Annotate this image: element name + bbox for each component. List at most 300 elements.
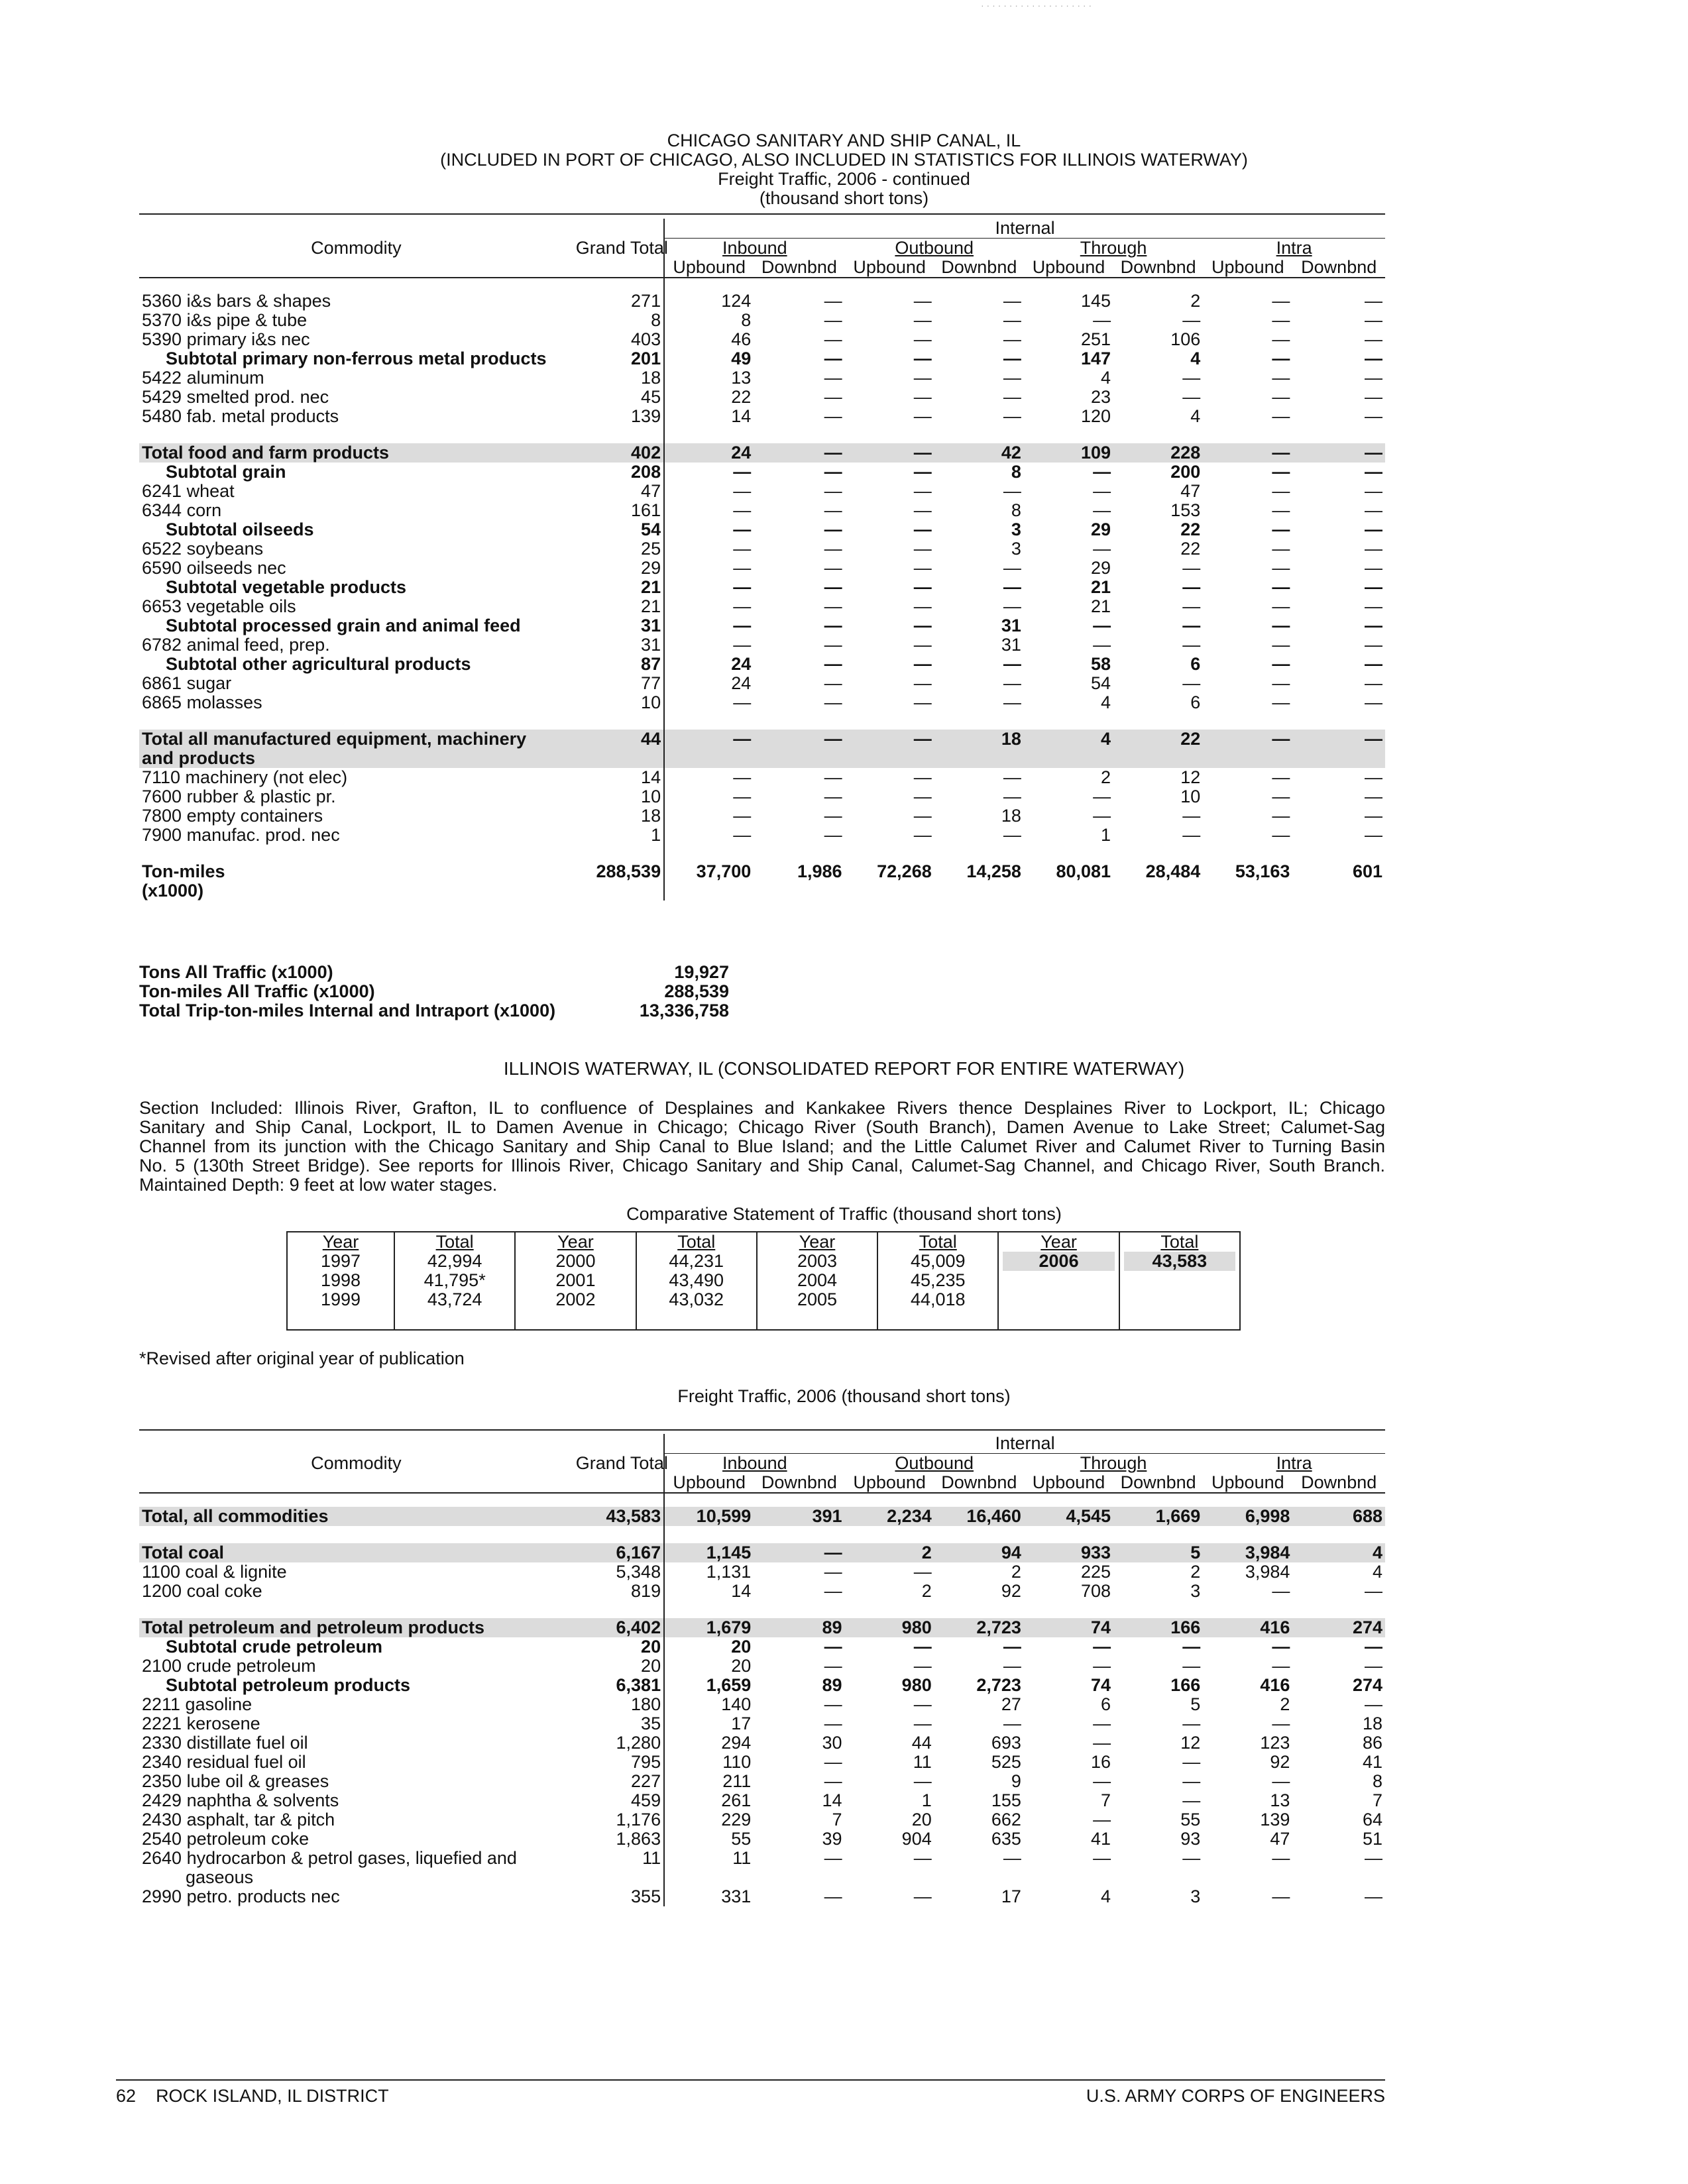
commodity-name: 6590 oilseeds nec [142, 558, 286, 578]
value-cell: — [824, 806, 842, 826]
commodity-name: gaseous [186, 1867, 254, 1887]
value-cell: — [1093, 1637, 1111, 1657]
value-cell: 7 [1372, 1790, 1382, 1810]
value-cell: — [1272, 1714, 1290, 1733]
grand-total-cell: 288,539 [573, 862, 664, 881]
table-row [139, 1810, 1385, 1829]
value-cell: — [1292, 730, 1385, 749]
value-cell: 20 [731, 1656, 752, 1676]
value-cell: 331 [721, 1886, 752, 1906]
footer-agency: U.S. ARMY CORPS OF ENGINEERS [1086, 2086, 1385, 2106]
value-cell: 147 [1081, 349, 1111, 368]
value-cell: 2,723 [976, 1675, 1021, 1695]
value-cell: 3 [1011, 539, 1021, 559]
value-cell: 4 [1101, 368, 1111, 388]
value-cell: 20 [911, 1810, 932, 1829]
value-cell: — [913, 1848, 932, 1868]
value-cell: 10 [1180, 787, 1201, 806]
value-cell: — [824, 387, 842, 407]
value-cell: 80,081 [1056, 861, 1111, 881]
value-cell: — [1182, 577, 1201, 597]
commodity-name: 6653 vegetable oils [142, 596, 296, 616]
value-cell: — [1003, 577, 1021, 597]
total-header: Total [1119, 1232, 1240, 1252]
value-cell: — [913, 310, 932, 330]
value-cell: — [1093, 310, 1111, 330]
value-cell: — [1365, 616, 1382, 635]
value-cell: — [733, 519, 752, 539]
value-cell: 64 [1362, 1810, 1382, 1829]
value-cell: — [1272, 558, 1290, 578]
value-cell: — [824, 1637, 842, 1657]
value-cell: — [913, 1694, 932, 1714]
value-cell: 2 [1011, 1562, 1021, 1582]
value-cell [1203, 712, 1292, 730]
table-row [139, 539, 1385, 559]
value-cell: — [1365, 1848, 1382, 1868]
table-row [139, 1791, 1385, 1810]
commodity-name: 6522 soybeans [142, 539, 264, 559]
value-cell: 24 [731, 673, 752, 693]
commodity-name: 5422 aluminum [142, 368, 264, 388]
grand-total-cell [573, 1601, 664, 1618]
value-cell: — [824, 1714, 842, 1733]
value-cell: — [733, 500, 752, 520]
value-cell: — [1272, 616, 1290, 635]
value-cell: — [913, 596, 932, 616]
table-row [139, 655, 1385, 674]
freight-table-2006 [139, 1434, 1385, 1906]
commodity-name [139, 1601, 573, 1618]
value-cell: 24 [664, 443, 754, 463]
comparative-title: Comparative Statement of Traffic (thousand short tons) [626, 1204, 1062, 1224]
value-cell: — [733, 558, 752, 578]
value-cell: 94 [934, 1543, 1024, 1562]
value-cell: 904 [901, 1829, 932, 1849]
year-cell: 2000 2001 2002 [515, 1252, 636, 1330]
value-cell: 3,984 [1203, 1543, 1292, 1562]
value-cell: 39 [822, 1829, 842, 1849]
table-row [139, 1543, 1385, 1562]
value-cell: 11 [732, 1848, 752, 1868]
value-cell [845, 881, 934, 901]
value-cell: 4 [1190, 406, 1201, 426]
value-cell: 166 [1113, 1618, 1203, 1637]
value-cell: — [1272, 692, 1290, 712]
value-cell [1203, 845, 1292, 862]
value-cell: 55 [731, 1829, 752, 1849]
commodity-name: Total food and farm products [139, 443, 573, 463]
section1-title-line: CHICAGO SANITARY AND SHIP CANAL, IL [667, 131, 1021, 150]
value-cell: — [1003, 1637, 1021, 1657]
table-row [139, 1618, 1385, 1637]
value-cell: 1 [1101, 825, 1111, 845]
upbound-header: Upbound [1032, 1472, 1105, 1492]
value-cell: — [1003, 310, 1021, 330]
value-cell: 4 [1101, 1886, 1111, 1906]
value-cell: — [824, 500, 842, 520]
value-cell: — [1003, 673, 1021, 693]
value-cell [934, 1601, 1024, 1618]
value-cell: 229 [721, 1810, 752, 1829]
value-cell: — [824, 349, 842, 368]
table-row [139, 806, 1385, 826]
value-cell: — [1003, 558, 1021, 578]
grand-total-cell: 227 [573, 1772, 664, 1791]
value-cell: 8 [741, 310, 752, 330]
value-cell [1113, 1601, 1203, 1618]
value-cell: — [1182, 310, 1201, 330]
value-cell: 120 [1081, 406, 1111, 426]
value-cell: — [1182, 616, 1201, 635]
value-cell: — [1272, 673, 1290, 693]
value-cell: 4 [1372, 1562, 1382, 1582]
commodity-name: Ton-miles [142, 861, 225, 881]
value-cell: — [824, 673, 842, 693]
table-row [139, 407, 1385, 426]
grand-total-cell: 161 [573, 501, 664, 520]
value-cell: 1,986 [797, 861, 842, 881]
value-cell: — [1182, 1790, 1201, 1810]
value-cell: — [1365, 673, 1382, 693]
section1-title-line: (INCLUDED IN PORT OF CHICAGO, ALSO INCLUDED IN STATISTICS FOR ILLINOIS WATERWAY) [440, 150, 1248, 170]
value-cell: — [1272, 767, 1290, 787]
value-cell: 688 [1292, 1507, 1385, 1526]
commodity-name: 2221 kerosene [142, 1714, 260, 1733]
grand-total-cell: 21 [573, 578, 664, 597]
value-cell: 18 [1001, 806, 1021, 826]
table-row [139, 1887, 1385, 1906]
value-cell: 23 [1091, 387, 1111, 407]
value-cell: 46 [731, 329, 752, 349]
outbound-header: Outbound [895, 1453, 974, 1473]
year-header: Year [757, 1232, 877, 1252]
commodity-name [139, 845, 573, 862]
value-cell [934, 845, 1024, 862]
value-cell [754, 712, 844, 730]
value-cell: — [1182, 368, 1201, 388]
value-cell [1024, 1526, 1113, 1543]
grand-total-cell: 20 [573, 1657, 664, 1676]
grand-total-cell: 1,176 [573, 1810, 664, 1829]
value-cell [1024, 1601, 1113, 1618]
grand-total-cell: 45 [573, 388, 664, 407]
value-cell: — [824, 767, 842, 787]
value-cell: — [1182, 558, 1201, 578]
value-cell: 662 [991, 1810, 1021, 1829]
value-cell: — [1272, 1886, 1290, 1906]
value-cell: — [1003, 1656, 1021, 1676]
downbnd-header: Downbnd [941, 1472, 1017, 1492]
scan-artifact: · · · · · · · · · · · · · · · · · · · · [981, 0, 1092, 11]
value-cell: 1,669 [1113, 1507, 1203, 1526]
description-line: Section Included: Illinois River, Grafton, IL to confluence of Desplaines and Kankakee Rivers thence Desplaines River to Lockport, IL; Chicago [139, 1098, 1385, 1118]
commodity-name: Subtotal primary non-ferrous metal products [166, 349, 547, 368]
value-cell [934, 712, 1024, 730]
value-cell: 933 [1024, 1543, 1113, 1562]
value-cell: 2,234 [845, 1507, 934, 1526]
value-cell: — [1272, 349, 1290, 368]
grand-total-cell: 5,348 [573, 1562, 664, 1582]
value-cell: — [913, 500, 932, 520]
table-top-rule [139, 213, 1385, 215]
value-cell [845, 1868, 934, 1887]
comparative-table [286, 1231, 1241, 1331]
value-cell: — [1272, 654, 1290, 674]
value-cell: — [1182, 825, 1201, 845]
commodity-name: Subtotal oilseeds [166, 519, 314, 539]
value-cell: 8 [1011, 500, 1021, 520]
value-cell: 27 [1001, 1694, 1021, 1714]
commodity-name: and products [139, 749, 573, 768]
commodity-name: 7600 rubber & plastic pr. [142, 787, 336, 806]
table-row [139, 1676, 1385, 1695]
value-cell: — [1365, 635, 1382, 655]
value-cell: 525 [991, 1752, 1021, 1772]
value-cell: 29 [1091, 558, 1111, 578]
value-cell: — [824, 368, 842, 388]
value-cell: — [913, 349, 932, 368]
value-cell: 54 [1091, 673, 1111, 693]
value-cell: 4,545 [1024, 1507, 1113, 1526]
footer-rule [116, 2079, 1385, 2081]
value-cell [845, 845, 934, 862]
commodity-name: 5429 smelted prod. nec [142, 387, 329, 407]
value-cell: — [1272, 539, 1290, 559]
commodity-name: 2540 petroleum coke [142, 1829, 309, 1849]
value-cell: 92 [1001, 1581, 1021, 1601]
grand-total-cell: 1,280 [573, 1733, 664, 1753]
commodity-name: Subtotal other agricultural products [166, 654, 471, 674]
grand-total-cell: 11 [573, 1849, 664, 1868]
value-cell [1024, 712, 1113, 730]
value-cell: — [1003, 767, 1021, 787]
grand-total-cell: 14 [573, 768, 664, 787]
grand-total-cell: 6,167 [573, 1543, 664, 1562]
value-cell: 601 [1352, 861, 1382, 881]
value-cell [1113, 749, 1203, 768]
downbnd-header: Downbnd [1301, 257, 1377, 277]
value-cell: — [824, 825, 842, 845]
value-cell: 391 [754, 1507, 844, 1526]
value-cell: — [733, 806, 752, 826]
grand-total-cell: 31 [573, 616, 664, 635]
commodity-name: Total petroleum and petroleum products [139, 1618, 573, 1637]
year-cell: 1997 1998 1999 [287, 1252, 394, 1330]
value-cell [845, 749, 934, 768]
value-cell: — [824, 1694, 842, 1714]
value-cell [1113, 426, 1203, 443]
value-cell: 51 [1362, 1829, 1382, 1849]
value-cell: — [913, 787, 932, 806]
value-cell: — [824, 406, 842, 426]
value-cell: 228 [1113, 443, 1203, 463]
value-cell: — [733, 481, 752, 501]
value-cell: — [733, 825, 752, 845]
value-cell: 31 [1001, 616, 1021, 635]
value-cell: — [1272, 1637, 1290, 1657]
value-cell: — [913, 1656, 932, 1676]
table-row [139, 787, 1385, 806]
grand-total-cell [573, 426, 664, 443]
value-cell [754, 881, 844, 901]
value-cell: — [824, 1771, 842, 1791]
upbound-header: Upbound [673, 1472, 746, 1492]
value-cell: 166 [1170, 1675, 1201, 1695]
value-cell: 3 [1011, 519, 1021, 539]
value-cell: 261 [721, 1790, 752, 1810]
value-cell: 274 [1292, 1618, 1385, 1637]
value-cell [754, 426, 844, 443]
value-cell: — [824, 481, 842, 501]
value-cell: — [913, 825, 932, 845]
value-cell: — [1093, 616, 1111, 635]
value-cell: 124 [721, 291, 752, 311]
commodity-name: Subtotal grain [166, 462, 286, 482]
table-row [139, 368, 1385, 388]
value-cell: 13 [731, 368, 752, 388]
value-cell: — [1365, 310, 1382, 330]
value-cell: 74 [1091, 1675, 1111, 1695]
table-row [139, 388, 1385, 407]
value-cell [664, 426, 754, 443]
value-cell: 7 [832, 1810, 842, 1829]
value-cell: — [1182, 1752, 1201, 1772]
value-cell: — [1365, 387, 1382, 407]
value-cell: 17 [731, 1714, 752, 1733]
value-cell: — [824, 291, 842, 311]
value-cell [754, 749, 844, 768]
value-cell [1292, 1601, 1385, 1618]
table-row [139, 1582, 1385, 1601]
value-cell: — [1003, 825, 1021, 845]
year-cell: 2006 [998, 1252, 1119, 1330]
grand-total-cell [573, 881, 664, 901]
value-cell: 31 [1001, 635, 1021, 655]
grand-total-cell: 77 [573, 674, 664, 693]
value-cell: — [1182, 596, 1201, 616]
spacer-row [139, 845, 1385, 862]
commodity-name: Subtotal processed grain and animal feed [166, 616, 521, 635]
summary-label: Tons All Traffic (x1000) [139, 962, 333, 982]
value-cell: — [824, 1656, 842, 1676]
grand-total-cell: 355 [573, 1887, 664, 1906]
commodity-name: 7900 manufac. prod. nec [142, 825, 340, 845]
value-cell: 635 [991, 1829, 1021, 1849]
footnote: *Revised after original year of publication [139, 1348, 465, 1368]
grand-total-cell: 54 [573, 520, 664, 539]
value-cell: — [1272, 577, 1290, 597]
value-cell: 14,258 [966, 861, 1021, 881]
through-header: Through [1080, 238, 1147, 258]
value-cell: — [1365, 406, 1382, 426]
value-cell: 12 [1180, 1733, 1201, 1753]
value-cell: — [1365, 577, 1382, 597]
value-cell: 2 [845, 1543, 934, 1562]
value-cell: — [733, 616, 752, 635]
commodity-name: 7800 empty containers [142, 806, 323, 826]
table-row [139, 826, 1385, 845]
value-cell: — [1365, 291, 1382, 311]
value-cell: — [1003, 1714, 1021, 1733]
value-cell: — [1365, 539, 1382, 559]
value-cell: — [1272, 291, 1290, 311]
footer-left [116, 2086, 389, 2106]
commodity-name: 2330 distillate fuel oil [142, 1733, 308, 1753]
value-cell: 7 [1101, 1790, 1111, 1810]
upbound-header: Upbound [853, 1472, 926, 1492]
value-cell: — [754, 730, 844, 749]
value-cell: 37,700 [696, 861, 752, 881]
value-cell: — [1003, 481, 1021, 501]
commodity-name [139, 426, 573, 443]
table-row [139, 501, 1385, 520]
value-cell: 6 [1101, 1694, 1111, 1714]
grand-total-cell: 43,583 [573, 1507, 664, 1526]
value-cell: — [1272, 310, 1290, 330]
commodity-name: 2211 gasoline [142, 1694, 253, 1714]
value-cell: — [733, 787, 752, 806]
value-cell: — [1003, 1848, 1021, 1868]
value-cell [1203, 1526, 1292, 1543]
year-header: Year [515, 1232, 636, 1252]
table-row [139, 482, 1385, 501]
commodity-name: (x1000) [142, 881, 204, 901]
value-cell: — [1182, 635, 1201, 655]
upbound-header: Upbound [1211, 257, 1284, 277]
total-cell: 42,994 41,795* 43,724 [394, 1252, 515, 1330]
value-cell: — [1272, 596, 1290, 616]
grand-total-cell: 1 [573, 826, 664, 845]
value-cell: — [1003, 329, 1021, 349]
section-description [139, 1099, 1385, 1195]
value-cell: — [733, 577, 752, 597]
value-cell: — [1272, 1848, 1290, 1868]
value-cell: — [1093, 1714, 1111, 1733]
value-cell: 53,163 [1235, 861, 1290, 881]
value-cell: — [1093, 635, 1111, 655]
value-cell: 58 [1091, 654, 1111, 674]
grand-total-cell: 10 [573, 787, 664, 806]
total-cell: 45,009 45,235 44,018 [877, 1252, 998, 1330]
grand-total-cell: 87 [573, 655, 664, 674]
commodity-name: 6344 corn [142, 500, 222, 520]
value-cell [934, 881, 1024, 901]
value-cell: — [1203, 443, 1292, 463]
value-cell [1024, 426, 1113, 443]
value-cell: — [913, 635, 932, 655]
value-cell: — [1272, 806, 1290, 826]
section1-title-line: (thousand short tons) [759, 188, 929, 208]
value-cell: — [1365, 806, 1382, 826]
value-cell: — [1272, 635, 1290, 655]
value-cell: 1 [921, 1790, 932, 1810]
commodity-name: Total all manufactured equipment, machinery [139, 730, 573, 749]
value-cell: — [824, 519, 842, 539]
value-cell: — [913, 462, 932, 482]
value-cell: — [913, 673, 932, 693]
commodity-name: 2429 naphtha & solvents [142, 1790, 339, 1810]
value-cell: 22 [1180, 539, 1201, 559]
value-cell: — [1003, 349, 1021, 368]
value-cell: — [1003, 692, 1021, 712]
value-cell: — [913, 329, 932, 349]
table-row [139, 330, 1385, 349]
value-cell: — [1182, 1656, 1201, 1676]
value-cell: — [1365, 825, 1382, 845]
value-cell: — [733, 462, 752, 482]
value-cell: — [1365, 329, 1382, 349]
